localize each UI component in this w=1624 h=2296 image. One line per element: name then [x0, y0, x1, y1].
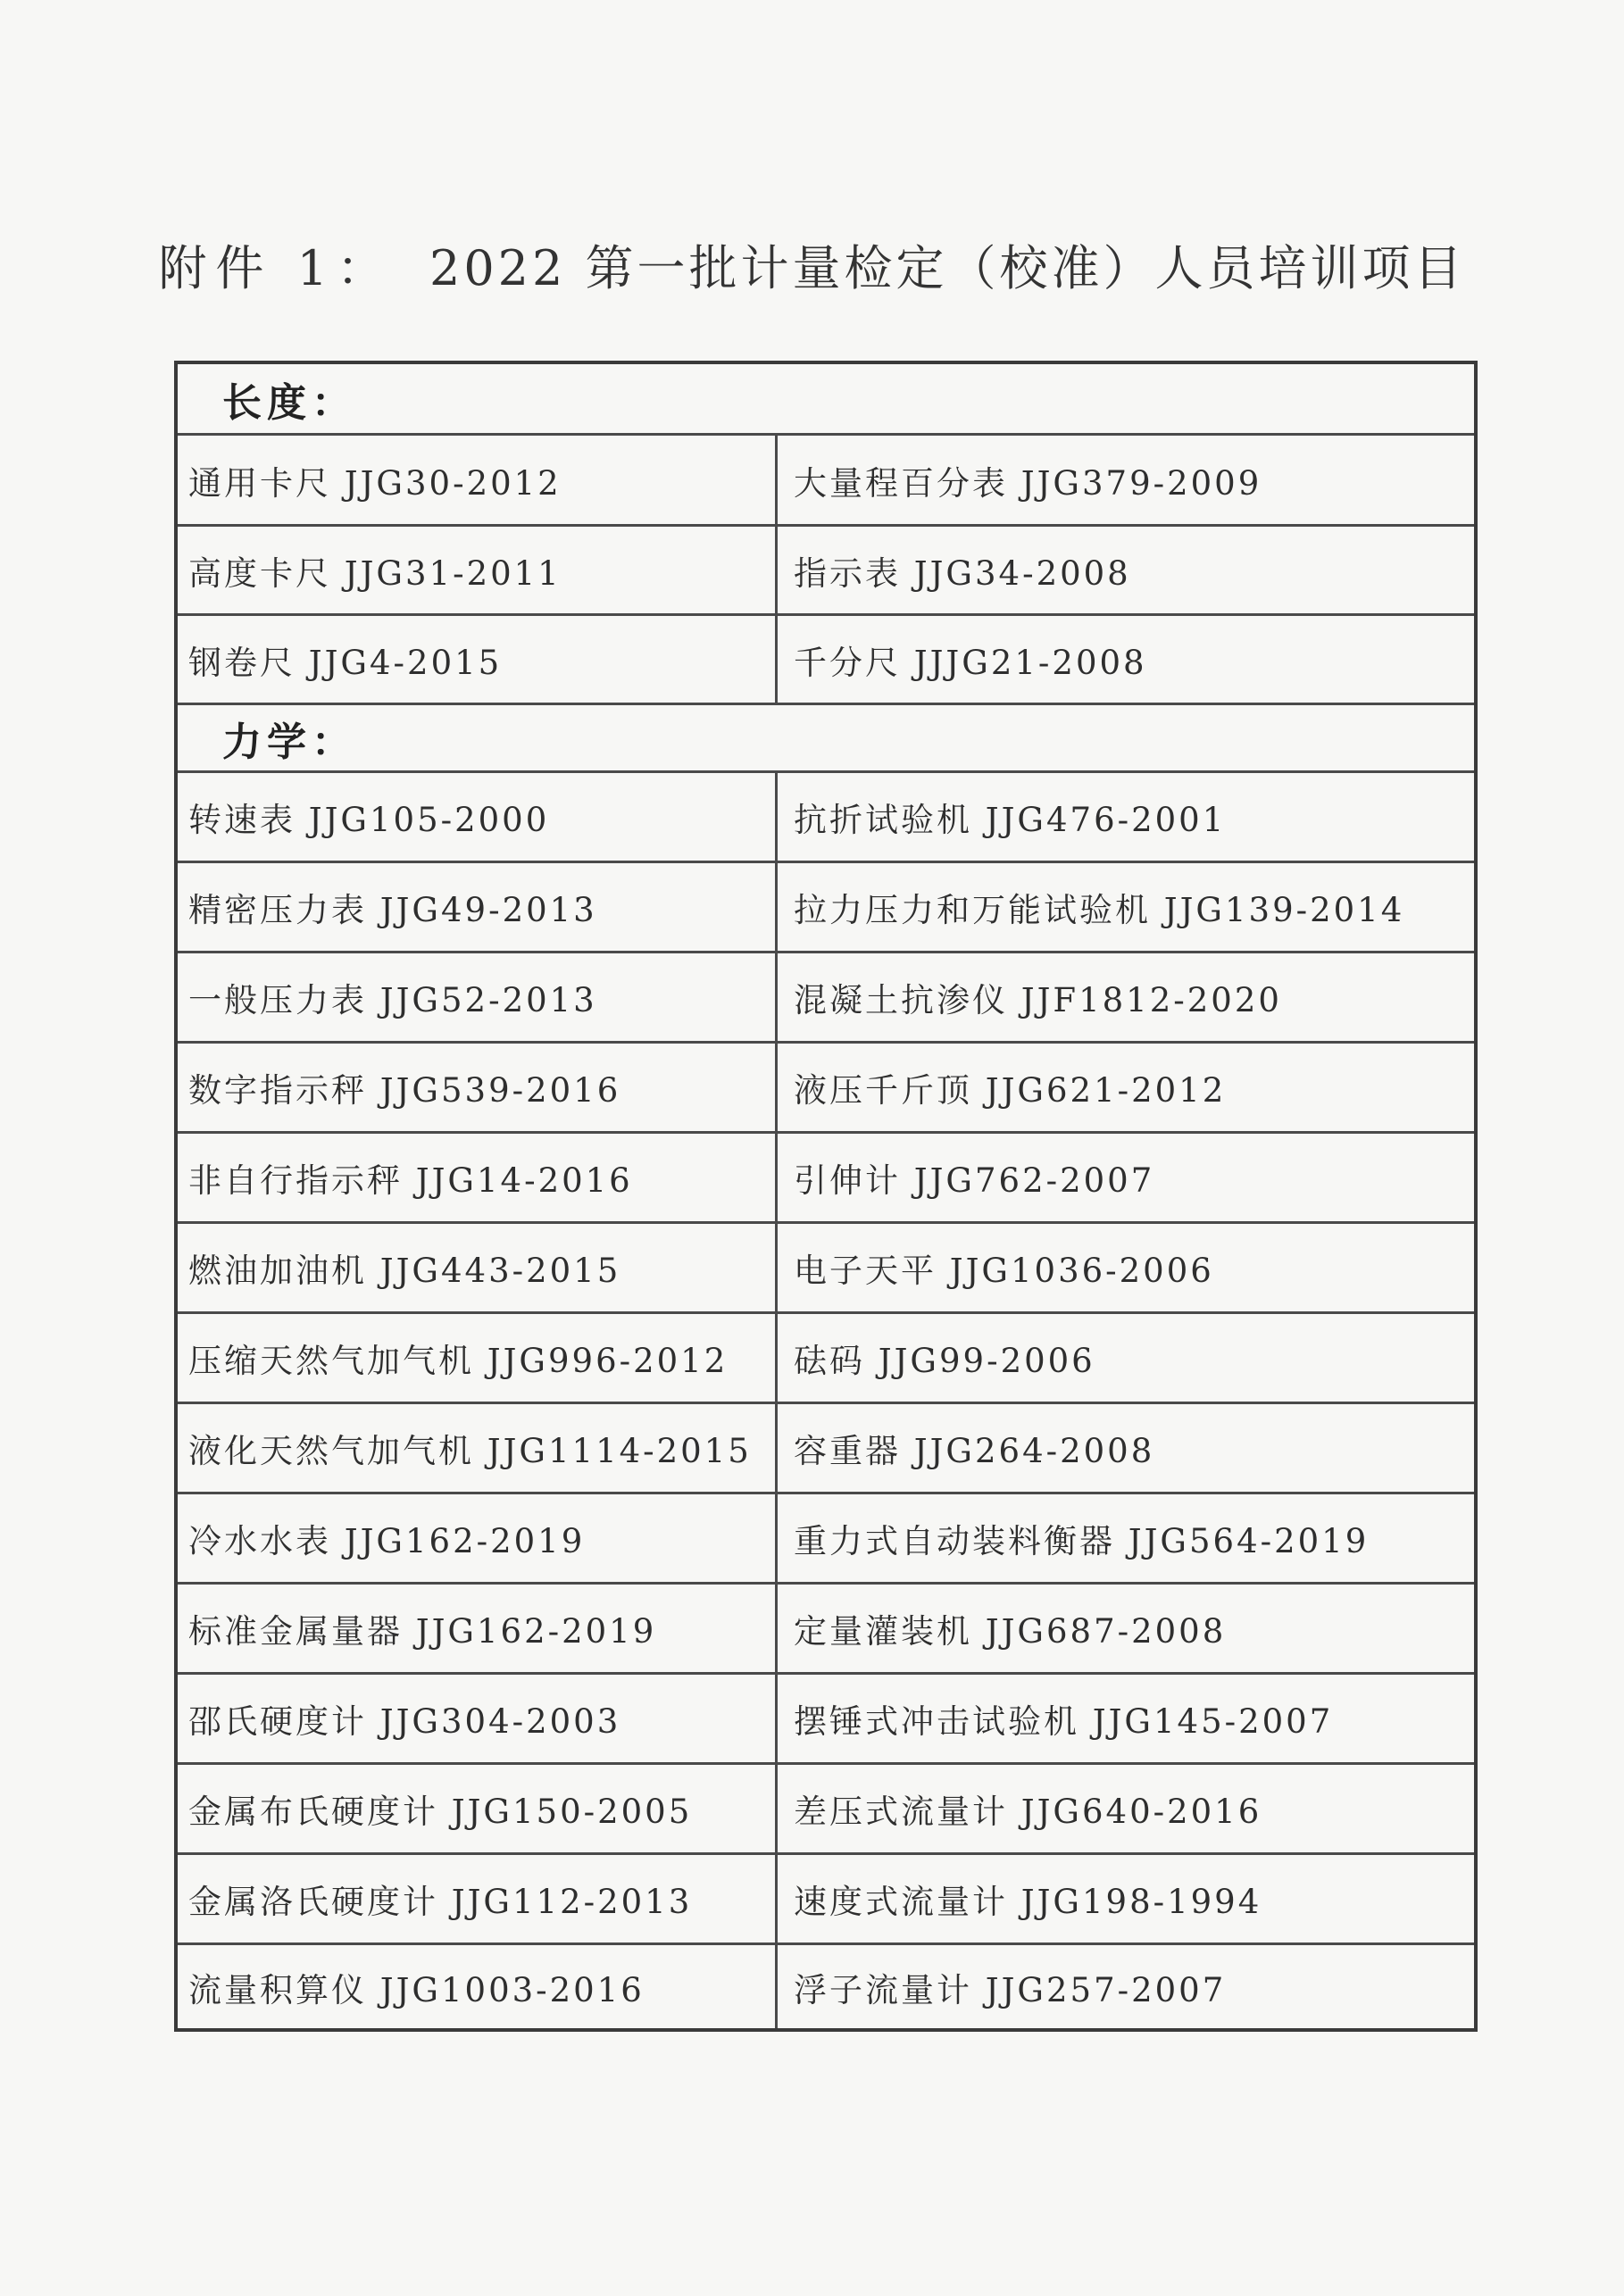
table-cell: 金属布氏硬度计 JJG150-2005	[178, 1765, 778, 1852]
training-items-table	[174, 361, 1478, 2032]
table-cell: 指示表 JJG34-2008	[794, 553, 1131, 593]
section-header-mechanics	[178, 705, 1474, 773]
table-cell: 数字指示秤 JJG539-2016	[178, 1044, 778, 1131]
page-title	[0, 230, 1624, 299]
table-row	[178, 1585, 1474, 1675]
table-cell: 液化天然气加气机 JJG1114-2015	[178, 1404, 778, 1492]
section-label: 力学：	[222, 719, 356, 765]
table-row	[178, 953, 1474, 1044]
table-cell: 电子天平 JJG1036-2006	[794, 1252, 1214, 1290]
table-cell: 千分尺 JJJG21-2008	[794, 643, 1147, 682]
table-row	[178, 436, 1474, 527]
section-label: 长度：	[222, 379, 356, 426]
table-cell: 压缩天然气加气机 JJG996-2012	[178, 1314, 778, 1402]
table-cell: 速度式流量计 JJG198-1994	[794, 1883, 1262, 1921]
table-row	[178, 1945, 1474, 2028]
table-cell: 钢卷尺 JJG4-2015	[178, 616, 778, 703]
table-row	[178, 527, 1474, 616]
table-cell: 液压千斤顶 JJG621-2012	[794, 1071, 1227, 1110]
table-row	[178, 1404, 1474, 1494]
section-header-length	[178, 364, 1474, 436]
table-cell: 一般压力表 JJG52-2013	[178, 953, 778, 1041]
table-cell: 金属洛氏硬度计 JJG112-2013	[178, 1855, 778, 1942]
table-row	[178, 863, 1474, 953]
table-row	[178, 773, 1474, 863]
table-cell: 定量灌装机 JJG687-2008	[794, 1612, 1227, 1651]
table-cell: 燃油加油机 JJG443-2015	[178, 1224, 778, 1311]
table-cell: 砝码 JJG99-2006	[794, 1342, 1095, 1380]
table-row	[178, 1314, 1474, 1404]
table-cell: 重力式自动装料衡器 JJG564-2019	[794, 1522, 1370, 1560]
title-prefix: 附件 1：	[158, 240, 394, 296]
table-cell: 引伸计 JJG762-2007	[794, 1161, 1155, 1200]
table-cell: 抗折试验机 JJG476-2001	[794, 801, 1227, 839]
table-cell: 转速表 JJG105-2000	[178, 773, 778, 861]
table-cell: 混凝土抗渗仪 JJF1812-2020	[794, 981, 1282, 1019]
table-cell: 差压式流量计 JJG640-2016	[794, 1793, 1262, 1831]
title-text: 2022 第一批计量检定（校准）人员培训项目	[429, 240, 1466, 296]
table-cell: 浮子流量计 JJG257-2007	[794, 1970, 1227, 2009]
table-cell: 流量积算仪 JJG1003-2016	[178, 1945, 778, 2028]
table-row	[178, 1044, 1474, 1134]
table-row	[178, 616, 1474, 705]
table-cell: 通用卡尺 JJG30-2012	[178, 436, 778, 524]
table-row	[178, 1224, 1474, 1314]
table-cell: 邵氏硬度计 JJG304-2003	[178, 1675, 778, 1762]
table-cell: 容重器 JJG264-2008	[794, 1432, 1155, 1470]
table-cell: 拉力压力和万能试验机 JJG139-2014	[794, 891, 1405, 929]
table-cell: 摆锤式冲击试验机 JJG145-2007	[794, 1702, 1334, 1741]
table-row	[178, 1675, 1474, 1765]
table-row	[178, 1855, 1474, 1945]
table-row	[178, 1134, 1474, 1224]
table-row	[178, 1765, 1474, 1855]
table-row	[178, 1494, 1474, 1585]
table-cell: 非自行指示秤 JJG14-2016	[178, 1134, 778, 1221]
table-cell: 精密压力表 JJG49-2013	[178, 863, 778, 951]
table-cell: 标准金属量器 JJG162-2019	[178, 1585, 778, 1672]
table-cell: 高度卡尺 JJG31-2011	[178, 527, 778, 613]
table-cell: 大量程百分表 JJG379-2009	[794, 463, 1262, 503]
table-cell: 冷水水表 JJG162-2019	[178, 1494, 778, 1582]
